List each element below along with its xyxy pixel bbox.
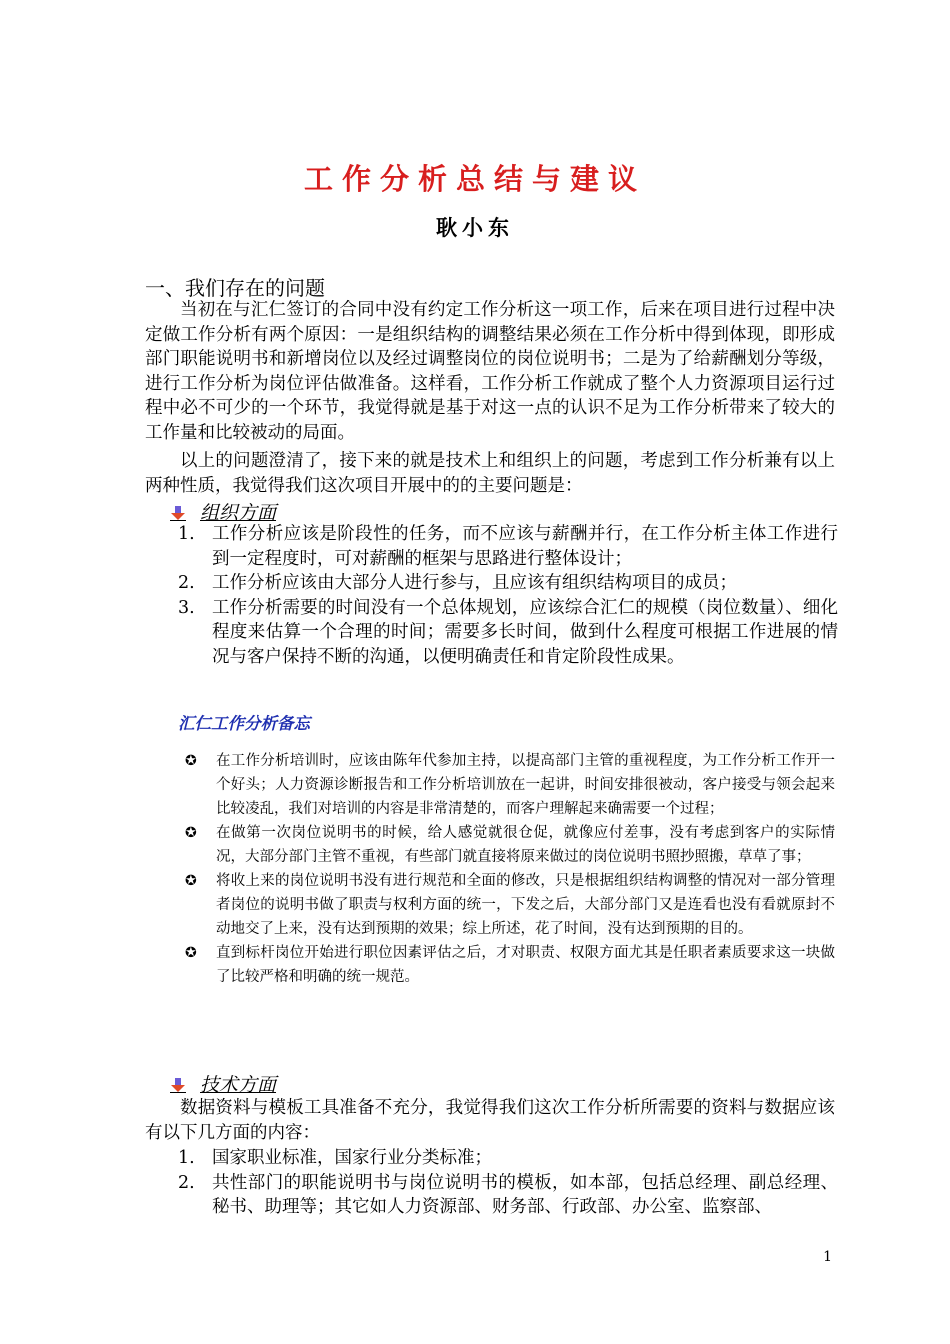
body-paragraph: 数据资料与模板工具准备不充分，我觉得我们这次工作分析所需要的资料与数据应该有以下几方面的内容： — [145, 1098, 835, 1143]
down-arrow-icon — [170, 1076, 186, 1092]
list-number: 3. — [178, 597, 195, 618]
down-arrow-icon — [170, 504, 186, 520]
subheading-label: 技术方面 — [200, 1074, 277, 1096]
star-bullet-icon: ✪ — [185, 945, 197, 961]
memo-item — [185, 941, 835, 989]
memo-text: 将收上来的岗位说明书没有进行规范和全面的修改，只是根据组织结构调整的情况对一部分管理者岗位的说明书做了职责与权利方面的统一，下发之后，大部分部门又是连看也没有看就原封不动地交了上来，没有达到预期的效果；综上所述，花了时间，没有达到预期的目的。 — [216, 873, 835, 937]
memo-item — [185, 821, 835, 869]
subheading-organization — [170, 498, 276, 525]
subheading-technical — [170, 1070, 276, 1097]
list-text: 工作分析需要的时间没有一个总体规划，应该综合汇仁的规模（岗位数量）、细化程度来估算一个合理的时间；需要多长时间，做到什么程度可根据工作进展的情况与客户保持不断的沟通，以便明确责任和肯定阶段性成果。 — [212, 597, 838, 667]
memo-text: 直到标杆岗位开始进行职位因素评估之后，才对职责、权限方面尤其是任职者素质要求这一块做了比较严格和明确的统一规范。 — [216, 945, 835, 985]
star-bullet-icon: ✪ — [185, 873, 197, 889]
memo-title: 汇仁工作分析备忘 — [178, 714, 310, 733]
list-text: 国家职业标准，国家行业分类标准； — [212, 1148, 492, 1168]
section-heading: 一、我们存在的问题 — [145, 276, 325, 300]
body-paragraph: 当初在与汇仁签订的合同中没有约定工作分析这一项工作，后来在项目进行过程中决定做工作分析有两个原因：一是组织结构的调整结果必须在工作分析中得到体现，即形成部门职能说明书和新增岗位以及经过调整岗位的岗位说明书；二是为了给薪酬划分等级，进行工作分析为岗位评估做准备。这样看，工作分析工作就成了整个人力资源项目运行过程中必不可少的一个环节，我觉得就是基于对这一点的认识不足为工作分析带来了较大的工作量和比较被动的局面。 — [145, 300, 835, 443]
list-text: 工作分析应该由大部分人进行参与，且应该有组织结构项目的成员； — [212, 573, 737, 593]
list-item — [178, 522, 838, 571]
memo-item — [185, 749, 835, 821]
memo-item — [185, 869, 835, 941]
memo-text: 在做第一次岗位说明书的时候，给人感觉就很仓促，就像应付差事，没有考虑到客户的实际情况，大部分部门主管不重视，有些部门就直接将原来做过的岗位说明书照抄照搬，草草了事； — [216, 825, 835, 865]
page-number: 1 — [823, 1249, 832, 1265]
memo-text: 在工作分析培训时，应该由陈年代参加主持，以提高部门主管的重视程度，为工作分析工作开一个好头；人力资源诊断报告和工作分析培训放在一起讲，时间安排很被动，客户接受与领会起来比较凌乱，我们对培训的内容是非常清楚的，而客户理解起来确需要一个过程； — [216, 753, 835, 817]
organization-list — [178, 522, 838, 669]
list-item — [178, 1146, 838, 1171]
list-item — [178, 1171, 838, 1220]
list-item — [178, 596, 838, 670]
author-name: 耿小东 — [436, 215, 514, 240]
list-number: 1. — [178, 524, 195, 544]
page-title: 工作分析总结与建议 — [303, 162, 646, 196]
list-number: 2. — [178, 1172, 195, 1193]
memo-list — [185, 749, 835, 989]
list-text: 工作分析应该是阶段性的任务，而不应该与薪酬并行，在工作分析主体工作进行到一定程度时，可对薪酬的框架与思路进行整体设计； — [212, 524, 838, 569]
list-number: 1. — [178, 1148, 195, 1168]
technical-list — [178, 1146, 838, 1220]
list-item — [178, 571, 838, 596]
list-number: 2. — [178, 573, 195, 593]
list-text: 共性部门的职能说明书与岗位说明书的模板，如本部，包括总经理、副总经理、秘书、助理等；其它如人力资源部、财务部、行政部、办公室、监察部、 — [212, 1172, 838, 1217]
subheading-label: 组织方面 — [200, 502, 277, 524]
star-bullet-icon: ✪ — [185, 753, 197, 769]
star-bullet-icon: ✪ — [185, 825, 197, 841]
body-paragraph: 以上的问题澄清了，接下来的就是技术上和组织上的问题，考虑到工作分析兼有以上两种性质，我觉得我们这次项目开展中的的主要问题是： — [145, 451, 835, 496]
